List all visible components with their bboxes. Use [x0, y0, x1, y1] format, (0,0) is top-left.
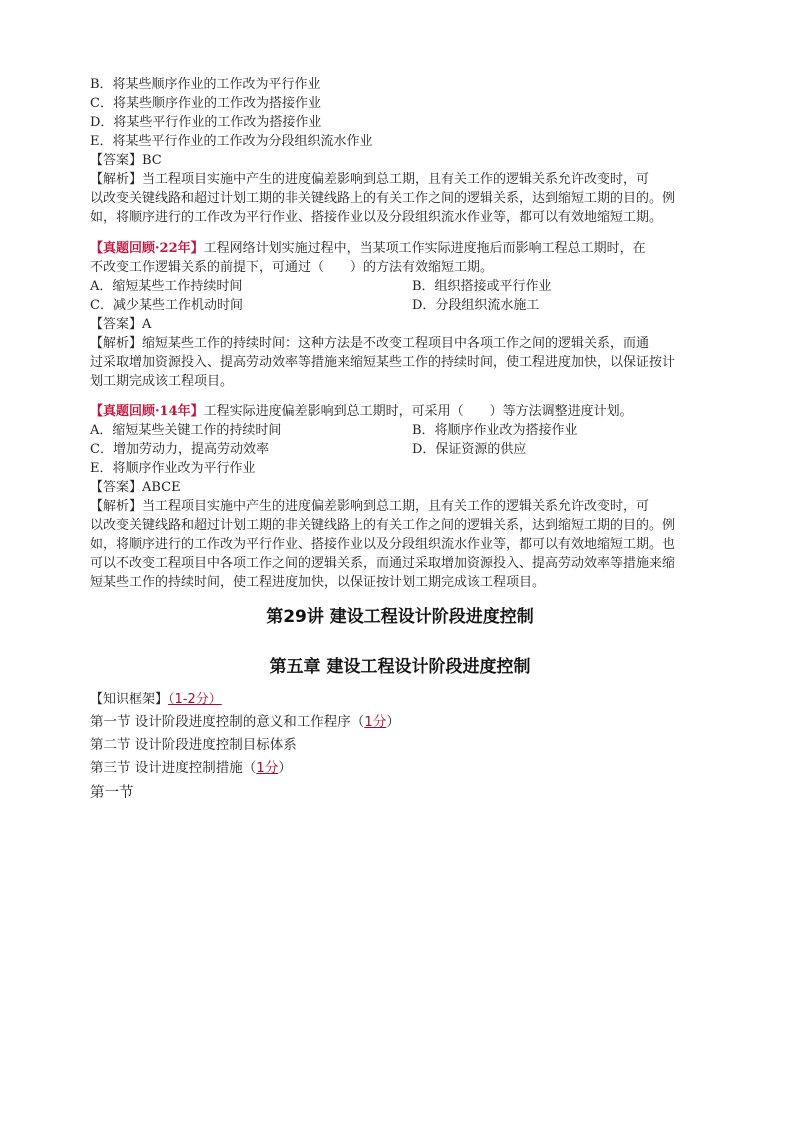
q2-analysis-line: 划工期完成该工程项目。: [90, 374, 234, 389]
lecture-title: 第29讲 建设工程设计阶段进度控制: [266, 607, 534, 627]
q2-option-a: A．缩短某些工作持续时间: [90, 279, 243, 294]
q3-analysis-line: 如，将顺序进行的工作改为平行作业、搭接作业以及分段组织流水作业等，都可以有效地缩短工期。也: [90, 537, 676, 552]
q1-option-d: D．将某些平行作业的工作改为搭接作业: [90, 115, 322, 130]
q3-option-c: C．增加劳动力，提高劳动效率: [90, 442, 269, 457]
q1-option-c: C．将某些顺序作业的工作改为搭接作业: [90, 96, 321, 111]
section-label: 第二节 设计阶段进度控制目标体系: [90, 737, 297, 753]
q1-analysis-line: 【解析】当工程项目实施中产生的进度偏差影响到总工期，且有关工作的逻辑关系允许改变时，可: [90, 172, 650, 187]
q3-stem: [90, 403, 633, 420]
q1-analysis-line: 如，将顺序进行的工作改为平行作业、搭接作业以及分段组织流水作业等，都可以有效地缩短工期。: [90, 210, 663, 225]
section-points: 1分: [364, 714, 387, 730]
q3-tag: 【真题回顾·14年】: [90, 404, 204, 419]
q3-stem-text: 工程实际进度偏差影响到总工期时，可采用（ ）等方法调整进度计划。: [203, 404, 633, 419]
q3-answer: 【答案】ABCE: [90, 480, 181, 495]
framework-label: 【知识框架】: [90, 692, 169, 707]
section-points: 1分: [256, 760, 279, 776]
q3-option-e: E．将顺序作业改为平行作业: [90, 461, 256, 476]
q3-analysis-line: 短某些工作的持续时间，使工程进度加快，以保证按计划工期完成该工程项目。: [90, 575, 546, 590]
framework-points: （1-2分）: [168, 692, 222, 707]
q2-analysis-line: 【解析】缩短某些工作的持续时间：这种方法是不改变工程项目中各项工作之间的逻辑关系，而通: [90, 336, 650, 351]
q2-tag: 【真题回顾·22年】: [90, 241, 204, 256]
q2-stem-line: 不改变工作逻辑关系的前提下，可通过（ ）的方法有效缩短工期。: [90, 260, 494, 275]
q3-option-a: A．缩短某些关键工作的持续时间: [90, 423, 282, 438]
q1-option-e: E．将某些平行作业的工作改为分段组织流水作业: [90, 134, 373, 149]
q2-option-b: B．组织搭接或平行作业: [412, 279, 552, 294]
knowledge-framework: [90, 691, 222, 709]
next-section-heading: 第一节: [90, 785, 134, 801]
q2-answer: 【答案】A: [90, 317, 152, 332]
section-item: [90, 736, 297, 754]
q1-analysis-line: 以改变关键线路和超过计划工期的非关键线路上的有关工作之间的逻辑关系，达到缩短工期的目的。例: [90, 191, 676, 206]
q1-option-b: B．将某些顺序作业的工作改为平行作业: [90, 77, 321, 92]
q2-stem-text: 工程网络计划实施过程中，当某项工作实际进度拖后而影响工程总工期时，在: [203, 241, 646, 256]
section-label: 第三节 设计进度控制措施（: [90, 760, 257, 776]
q1-answer: 【答案】BC: [90, 153, 162, 168]
q2-option-d: D．分段组织流水施工: [412, 298, 540, 313]
section-item: [90, 713, 400, 731]
q3-option-b: B．将顺序作业改为搭接作业: [412, 423, 578, 438]
section-label: 第一节 设计阶段进度控制的意义和工作程序（: [90, 714, 365, 730]
q3-analysis-line: 可以不改变工程项目中各项工作之间的逻辑关系，而通过采取增加资源投入、提高劳动效率等措施来缩: [90, 556, 676, 571]
q2-analysis-line: 过采取增加资源投入、提高劳动效率等措施来缩短某些工作的持续时间，使工程进度加快，以保证按计: [90, 355, 676, 370]
chapter-title: 第五章 建设工程设计阶段进度控制: [269, 657, 531, 677]
section-close: ）: [278, 760, 292, 776]
q3-analysis-line: 【解析】当工程项目实施中产生的进度偏差影响到总工期，且有关工作的逻辑关系允许改变时，可: [90, 499, 650, 514]
q2-stem: [90, 240, 646, 257]
q3-option-d: D．保证资源的供应: [412, 442, 527, 457]
section-item: [90, 759, 292, 777]
section-close: ）: [386, 714, 400, 730]
q2-option-c: C．减少某些工作机动时间: [90, 298, 243, 313]
q3-analysis-line: 以改变关键线路和超过计划工期的非关键线路上的有关工作之间的逻辑关系，达到缩短工期的目的。例: [90, 518, 676, 533]
